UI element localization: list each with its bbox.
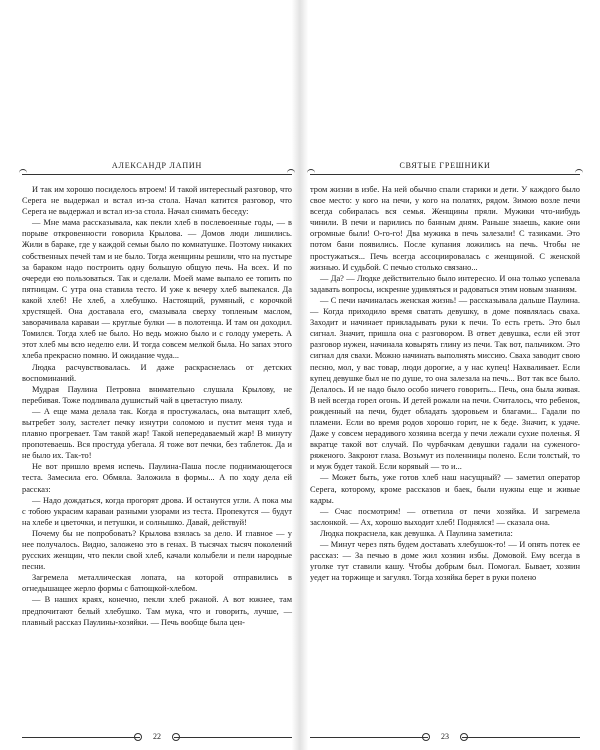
running-head-left [22, 160, 292, 178]
folio-ornament [134, 733, 142, 741]
right-page [310, 160, 580, 741]
folio-rule [174, 737, 292, 738]
paragraph: — Может быть, уже готов хлеб наш насущный? — заметил оператор Серега, которому, кроме рассказов и баек, были нужны еще и живые кадры. [310, 473, 580, 505]
paragraph: Почему бы не попробовать? Крылова взялась за дело. И главное — у нее получалось. Видно, заложено это в генах. В тысячах тысяч поколений русских женщин, что пекли свой хлеб, качали колыбели и пели народные песни. [22, 528, 292, 572]
paragraph: Мудрая Паулина Петровна внимательно слушала Крылову, не перебивая. Тоже подливала душистый чай в цветастую пиалу. [22, 384, 292, 405]
page-number: 22 [153, 732, 161, 741]
paragraph: Загремела металлическая лопата, на которой отправились в огнедышащее жерло формы с батющкой-хлебом. [22, 573, 292, 594]
ornament-hook [287, 169, 295, 176]
left-page-text [22, 184, 292, 628]
paragraph: — А еще мама делала так. Когда я простужалась, она вытащит хлеб, вытребет золу, застелет печку изнутри соломою и пустит меня туда и плавно прогревает. Там такой жар! Такой непередаваемый жар! В минуту пропотеваешь. Вся простуда убегала. Я тоже вот печки, без таблеток. Да и не было их. Так-то! [22, 406, 292, 461]
paragraph: Не вот пришло время испечь. Паулина-Паша после поднимающегося теста. Замесила его. Обмяла. Заложила в формы... А по ходу дела ей рассказ: [22, 462, 292, 494]
folio-rule [22, 737, 140, 738]
paragraph: — Надо дождаться, когда прогорят дрова. И останутся угли. А пока мы с тобою украсим караваи разными узорами из теста. Пропекутся — будут на хлебе и цветочки, и петушки, и солнышко. Давай, действуй! [22, 495, 292, 527]
folio-rule [310, 737, 428, 738]
paragraph: Людка расчувствовалась. И даже раскраснелась от детских воспоминаний. [22, 362, 292, 383]
paragraph: тром жизни в избе. На ней обычно спали старики и дети. У каждого было свое место: у кого на печи, у кого на полатях, рядом. Зимою возле печи всегда собиралась вся семья. Женщины пряли. Мужики что-нибудь чинили. В печи и парились по банным дням. Раньше знаешь, какие они огромные были! О-го-го! Два мужика в печь залезали! С тазиками. Это потом бани появились. После купания ложились на печь. Чтобы не простужаться... Печь всегда ассоциировалась с женщиной. С женской жизнью. И судьбой. С печью столько связано... [310, 185, 580, 272]
page-number-left [22, 732, 292, 742]
author-name: АЛЕКСАНДР ЛАПИН [111, 161, 203, 170]
page-number: 23 [441, 732, 449, 741]
paragraph: И так им хорошо посиделось втроем! И такой интересный разговор, что Серега не выдержал и встал из-за стола. Начал катится разговор, что Серега не выдержал и встал из-за стола. Начал снимать беседу: [22, 185, 292, 217]
book-title: СВЯТЫЕ ГРЕШНИКИ [399, 161, 491, 170]
header-rule [310, 174, 580, 175]
paragraph: — Минут через пять будем доставать хлебушок-то! — И опять потек ее рассказ: — За печью в доме жил хозяин избы. Домовой. Ему всегда в уголке тут ставили кашу. Чтобы добрым был. Помогал. Бывает, хозяин уедет на торжище и загулял. Тогда хозяйка берет в руки полено [310, 540, 580, 583]
paragraph: Людка покраснела, как девушка. А Паулина заметила: [320, 528, 513, 538]
paragraph: — С печи начиналась женская жизнь! — рассказывала дальше Паулина. — Когда приходило время сватать девушку, в доме появлялась сваха. Заходит и начинает прикладывать руки к печи. То есть греть. Это был сигнал. Значит, пришла она с разговором. В ответ девушка, если ей этот разговор нужен, начинала ковырять глину из печи. Так вот, пальчиком. Это сигнал для свахи. Можно начинать выполнять миссию. Сваха заводит свою песню, мол, у вас товар, люди дорогие, а у нас купец! Нахваливает. Если купец девушке был не по душе, то она залезала на печь... Вот так все было. Делалось. И не надо было особо ничего говорить... Печь, она была живая. В ней всегда горел огонь. И детей рожали на печи. Считалось, что ребенок, рожденный на печи, будет обладать здоровьем и благами... Гадали по пламени. Если во время родов хорошо горит, не к беде. Значит, к удаче. Даже у совсем нерадивого хозяина всегда у печи лежали сухие поленья. Я вкратце такой вот случай. По чурбачкам девушки гадали на суженого-ряженого. Закроют глаза. Возьмут из поленницы полено. Если толстый, то и муж будет такой. Если корявый — то и... [310, 295, 580, 472]
left-page [22, 160, 292, 741]
header-rule [22, 174, 292, 175]
paragraph: — Мне мама рассказывала, как пекли хлеб в послевоенные годы, — в порыве откровенности говорила Крылова. — Домов люди лишились. Жили в бараке, где у каждой семьи было по комнатушке. Поэтому никаких собственных печей там и не было. Тогда женщины решили, что на пустыре за бараком надо построить одну большую общую печь. На всех. И по очереди ею пользоваться. Так и сделали. Моей маме выпало ее топить по пятницам. С утра она ставила тесто. И уже к вечеру хлеб выпекался. Да какой хлеб! Не хлеб, а хлебушко. Настоящий, румяный, с корочкой хрустящей. Она доставала его, смазывала сверху топленым маслом, заворачивала караваи — круглые булки — в полотенца. И там он доходил. Томился. Тогда хлеб не было. Но ведь можно было и с голоду умереть. А этот хлеб мы всю неделю ели. И тогда совсем мелкой была. Но запах этого хлеба прекрасно помню. И ожидание чуда... [22, 218, 292, 361]
paragraph: — Да? — Людке действительно было интересно. И она только успевала задавать вопросы, искренне удивляться и радоваться этим новым знаниям. [310, 273, 580, 294]
right-page-text [310, 184, 580, 583]
paragraph: — В наших краях, конечно, пекли хлеб ржаной. А вот южнее, там предпочитают белый хлебушко. Там мука, что и говорить, лучше, — плавный рассказ Паулины-хозяйки. — Печь вообще была цен- [22, 595, 292, 627]
running-head-right [310, 160, 580, 178]
paragraph: — Счас посмотрим! — ответила от печи хозяйка. И загремела заслонкой. — Ах, хорошо выходит хлеб! Поднялся! — сказала она. [310, 506, 580, 527]
folio-ornament [422, 733, 430, 741]
page-number-right [310, 732, 580, 742]
ornament-hook [575, 169, 583, 176]
folio-rule [462, 737, 580, 738]
